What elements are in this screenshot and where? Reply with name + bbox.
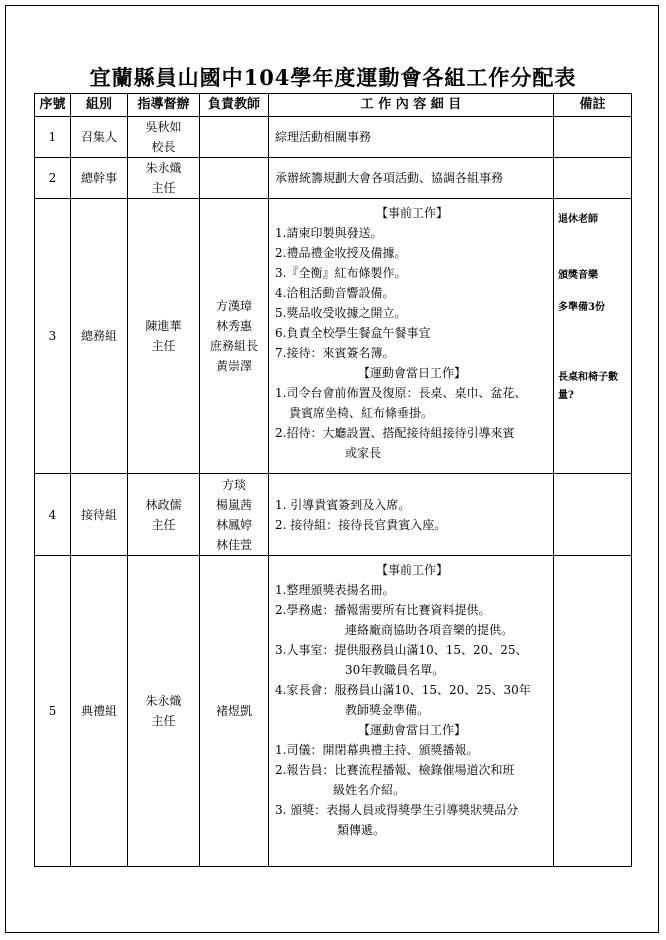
row-content	[269, 117, 554, 158]
row-content	[269, 556, 554, 867]
content-line: 級姓名介紹。	[333, 783, 406, 797]
supervisor-title: 校長	[151, 140, 176, 154]
header-group: 組別	[71, 94, 128, 117]
content-line: 3. 頒獎：表揚人員或得獎學生引導獎狀獎品分	[275, 803, 519, 817]
section-heading: 【事前工作】	[375, 563, 448, 577]
content-line: 3.『全衡』紅布條製作。	[275, 266, 407, 280]
row-teachers	[200, 474, 269, 556]
row-supervisor	[128, 474, 200, 556]
row-no: 4	[35, 474, 71, 556]
content-line: 2.報告員：比賽流程播報、檢錄催場道次和班	[275, 763, 515, 777]
content-line: 1.司令台會前佈置及復原：長桌、桌巾、盆花、	[275, 386, 527, 400]
row-teachers	[200, 158, 269, 199]
teacher-name: 黃崇澤	[215, 359, 252, 373]
row-group: 召集人	[71, 117, 128, 158]
header-supervisor: 指導督辦	[128, 94, 200, 117]
content-line: 1.請柬印製與發送。	[275, 226, 383, 240]
supervisor-name: 朱永熾	[145, 694, 182, 708]
content-line: 30年教職員名單。	[345, 663, 445, 677]
row-content	[269, 474, 554, 556]
row-content	[269, 158, 554, 199]
row-notes	[554, 474, 632, 556]
header-no: 序號	[35, 94, 71, 117]
row-teachers	[200, 199, 269, 474]
content-line: 綜理活動相關事務	[275, 130, 372, 144]
note-line: 長桌和椅子數	[558, 372, 618, 383]
header-row	[35, 94, 632, 117]
table-row	[35, 474, 632, 556]
teacher-name: 楊嵐茜	[215, 497, 252, 512]
supervisor-title: 主任	[151, 339, 176, 353]
supervisor-title: 主任	[151, 714, 176, 728]
table-row	[35, 556, 632, 867]
teacher-name: 方漢璋	[215, 299, 252, 313]
content-line: 6.負責全校學生餐盒午餐事宜	[275, 326, 431, 340]
header-content: 工 作 內 容 細 目	[269, 94, 554, 117]
row-teachers	[200, 117, 269, 158]
row-notes	[554, 199, 632, 474]
row-notes	[554, 556, 632, 867]
content-line: 1.整理頒獎表揚名冊。	[275, 583, 395, 597]
header-teachers: 負責教師	[200, 94, 269, 117]
note-line: 量?	[558, 390, 574, 401]
supervisor-name: 林政儒	[145, 497, 182, 512]
content-line: 2. 接待組：接待長官貴賓入座。	[275, 517, 447, 532]
content-line: 貴賓席坐椅、紅布條垂掛。	[289, 406, 434, 420]
page-title: 宜蘭縣員山國中104學年度運動會各組工作分配表	[89, 65, 577, 90]
supervisor-name: 朱永熾	[145, 161, 182, 175]
row-teachers	[200, 556, 269, 867]
row-supervisor	[128, 199, 200, 474]
row-group: 接待組	[71, 474, 128, 556]
content-line: 2.招待：大廳設置、搭配接待組接待引導來賓	[275, 426, 515, 440]
teacher-name: 林秀惠	[215, 319, 252, 333]
teacher-name: 林鳳婷	[215, 517, 252, 532]
table-row	[35, 199, 632, 474]
row-supervisor	[128, 117, 200, 158]
header-notes: 備註	[554, 94, 632, 117]
content-line: 4.洽租活動音響設備。	[275, 286, 395, 300]
content-line: 教師獎金準備。	[345, 703, 430, 717]
supervisor-title: 主任	[151, 181, 176, 195]
row-group: 典禮組	[71, 556, 128, 867]
content-line: 3.人事室：提供服務員山滿10、15、20、25、	[275, 643, 528, 657]
content-line: 1.司儀：開閉幕典禮主持、頒獎播報。	[275, 743, 479, 757]
content-line: 7.接待：來賓簽名簿。	[275, 346, 395, 360]
teacher-name: 林佳萱	[215, 537, 252, 552]
teacher-name: 庶務組長	[209, 339, 258, 353]
row-no: 5	[35, 556, 71, 867]
note-line: 退休老師	[558, 214, 598, 225]
section-heading: 【運動會當日工作】	[357, 366, 466, 380]
content-line: 類傳遞。	[337, 823, 386, 837]
table-row	[35, 158, 632, 199]
section-heading: 【運動會當日工作】	[357, 723, 466, 737]
content-line: 2.學務處：播報需要所有比賽資料提供。	[275, 603, 491, 617]
content-line: 或家長	[345, 446, 382, 460]
content-line: 4.家長會：服務員山滿10、15、20、25、30年	[275, 683, 531, 697]
content-line: 1. 引導貴賓簽到及入席。	[275, 497, 411, 512]
teacher-name: 方琰	[221, 477, 246, 492]
row-supervisor	[128, 158, 200, 199]
section-heading: 【事前工作】	[375, 206, 448, 220]
row-group: 總務組	[71, 199, 128, 474]
row-notes	[554, 117, 632, 158]
row-no: 3	[35, 199, 71, 474]
note-line: 頒獎音樂	[558, 270, 598, 281]
row-supervisor	[128, 556, 200, 867]
supervisor-name: 吳秋如	[145, 120, 182, 134]
row-no: 2	[35, 158, 71, 199]
content-line: 5.獎品收受收據之開立。	[275, 306, 407, 320]
assignment-table	[34, 93, 632, 867]
teacher-name: 褚煜凱	[215, 704, 252, 718]
row-content	[269, 199, 554, 474]
content-line: 承辦統籌規劃大會各項活動、協調各組事務	[275, 171, 504, 185]
row-notes	[554, 158, 632, 199]
content-line: 連絡廠商協助各項音樂的提供。	[345, 623, 514, 637]
supervisor-name: 陳進華	[145, 319, 182, 333]
row-no: 1	[35, 117, 71, 158]
table-row	[35, 117, 632, 158]
row-group: 總幹事	[71, 158, 128, 199]
supervisor-title: 主任	[151, 517, 176, 532]
content-line: 2.禮品禮金收授及備據。	[275, 246, 407, 260]
note-line: 多準備3份	[558, 302, 605, 313]
